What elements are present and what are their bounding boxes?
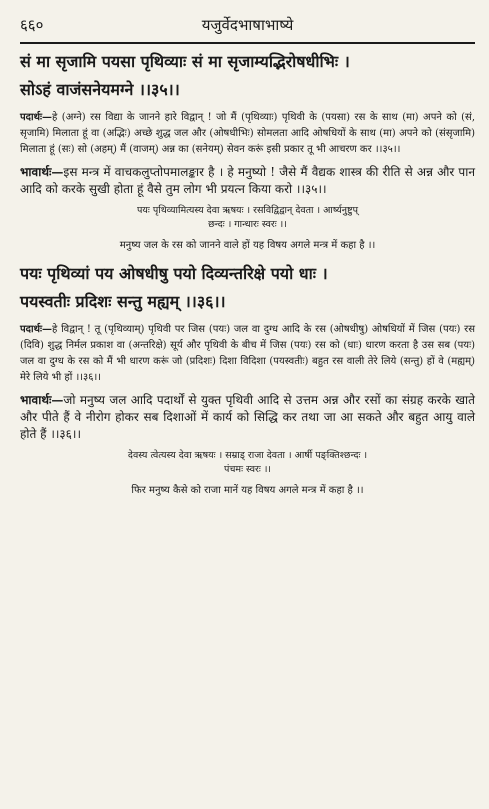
padarth-text: हे (अग्ने) रस विद्या के जानने हारे विद्वान् ! जो मैं (पृथिव्याः) पृथिवी के (पयसा) रस के साथ (मा) अपने को (सं, सृजामि) मिलाता हूं वा (अद्भिः) अच्छे शुद्ध जल और (ओषधीभिः) सोमलता आदि ओषधियों के साथ (मा) अपने को (संसृजामि) मिलाता हूं (सः) सो (अहम्) मैं (वाजम्) अन्न का (सनेयम्) सेवन करूं इसी प्रकार तू भी आचरण कर ।।३५।। <box>20 112 475 155</box>
padarth-label: पदार्थः— <box>20 112 52 123</box>
meta-line2: पंचमः स्वरः ।। <box>223 464 272 475</box>
mantra-36-line1: पयः पृथिव्यां पय ओषधीषु पयो दिव्यन्तरिक्षे पयो धाः । <box>20 264 328 283</box>
meta-line2: छन्दः । गान्धारः स्वरः ।। <box>208 219 287 230</box>
bhavarth-text: जो मनुष्य जल आदि पदार्थों से युक्त पृथिवी आदि से उत्तम अन्न और रसों का संग्रह करके खाते और पीते हैं वे नीरोग होकर सब दिशाओं में कार्य को सिद्धि कर तथा जा आ सकते और बहुत आयु वाले होते हैं ।।३६।। <box>20 393 475 441</box>
mantra-35-line2: सोऽहं वाजंसनेयमग्ने ।।३५।। <box>20 80 180 99</box>
meta-line1: देवस्य त्वेत्यस्य देवा ऋषयः । सम्राड् राजा देवता । आर्षी पङ्क्तिश्छन्दः । <box>127 450 368 461</box>
mantra-36 <box>20 260 475 316</box>
meta-line1: पयः पृथिव्यामित्यस्य देवा ऋषयः । रसविद्विद्वान् देवता । आर्ष्यनुष्टुप् <box>137 205 358 216</box>
padarth-label: पदार्थः— <box>20 324 52 335</box>
topic-intro-37: फिर मनुष्य कैसे को राजा मानें यह विषय अगले मन्त्र में कहा है ।। <box>131 485 364 496</box>
mantra-35 <box>20 48 475 104</box>
topic-intro-36: मनुष्य जल के रस को जानने वाले हों यह विषय अगले मन्त्र में कहा है ।। <box>119 240 376 251</box>
bhavarth-label: भावार्थः— <box>20 165 64 179</box>
padarth-text: हे विद्वान् ! तू (पृथिव्याम्) पृथिवी पर जिस (पयः) जल वा दुग्ध आदि के रस (ओषधीषु) ओषधियों में जिस (पयः) रस (दिवि) शुद्ध निर्मल प्रकाश वा (अन्तरिक्षे) सूर्य और पृथिवी के बीच में जिस (पयः) रस को (धाः) धारण करता है उस सब (पयः) जल वा दुग्ध के रस को मैं भी धारण करूं जो (प्रदिशः) दिशा विदिशा (पयस्वतीः) बहुत रस वाली तेरे लिये (सन्तु) हों वे (मह्यम्) मेरे लिये भी हों ।।३६।। <box>20 324 475 383</box>
bhavarth-text: इस मन्त्र में वाचकलुप्तोपमालङ्कार है । हे मनुष्यो ! जैसे मैं वैद्यक शास्त्र की रीति से अन्न और पान आदि को करके सुखी होता हूं वैसे तुम लोग भी प्रयत्न किया करो ।।३५।। <box>20 165 475 196</box>
page <box>0 10 489 809</box>
bhavarth-35 <box>20 164 475 198</box>
bhavarth-label: भावार्थः— <box>20 393 64 407</box>
header-rule <box>20 42 475 44</box>
rishi-devata-36 <box>20 204 475 232</box>
mantra-36-line2: पयस्वतीः प्रदिशः सन्तु मह्यम् ।।३६।। <box>20 292 226 311</box>
padarth-36 <box>20 322 475 386</box>
mantra-35-line1: सं मा सृजामि पयसा पृथिव्याः सं मा सृजाम्यद्भिरोषधीभिः । <box>20 52 350 71</box>
bhavarth-36 <box>20 392 475 443</box>
rishi-devata-37 <box>20 449 475 477</box>
page-header <box>20 10 475 40</box>
padarth-35 <box>20 110 475 158</box>
page-number: ६६० <box>20 16 44 34</box>
book-title: यजुर्वेदभाषाभाष्ये <box>201 16 294 34</box>
